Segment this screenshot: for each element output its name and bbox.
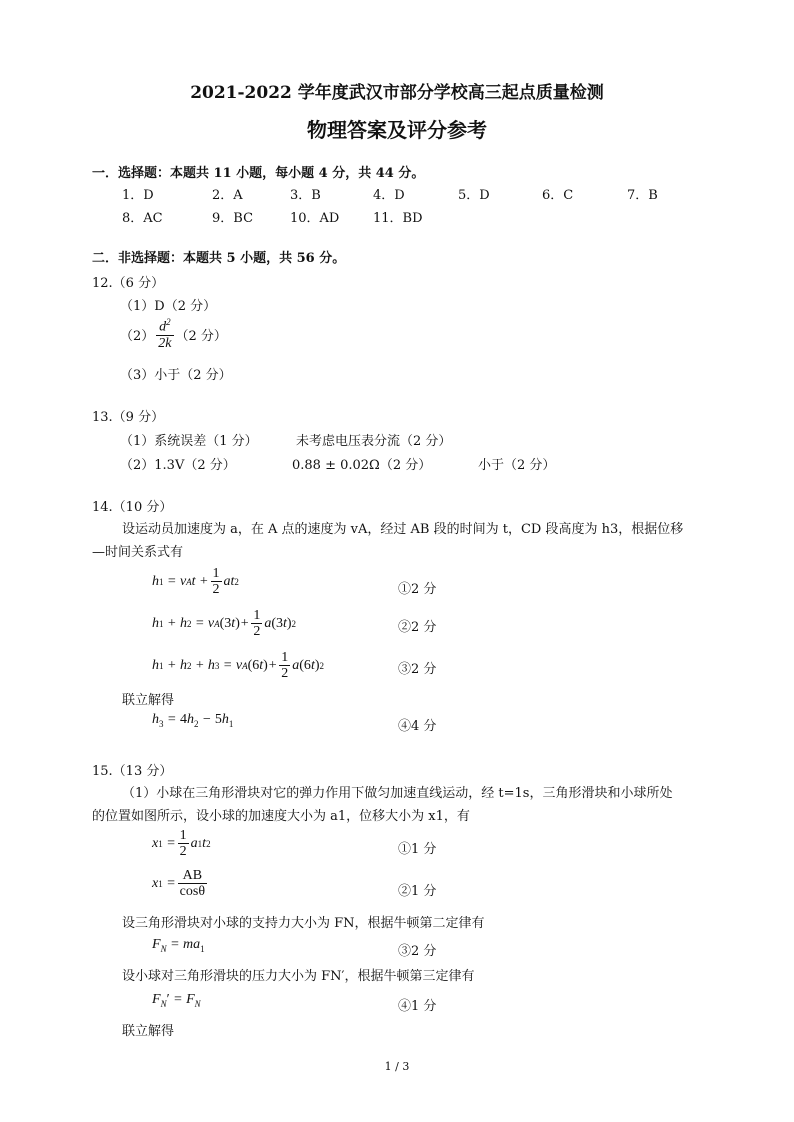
- q13-answer-1-right: 未考虑电压表分流（2 分）: [296, 434, 452, 449]
- q12-answer-2-score: （2 分）: [175, 329, 227, 345]
- q14-equation-3: h 1 + h 2 + h 3 = v A (6 t ) + $\frac{1}{2}$ a (6 t ) 2: [152, 650, 324, 682]
- q15-equation-3: $F_N = ma_1$: [152, 937, 205, 954]
- q12-fraction-den: 2k: [158, 336, 172, 352]
- q14-eq3-score: ③2 分: [398, 662, 437, 677]
- q15-eq2-num: AB: [178, 868, 207, 884]
- q14-equation-1: h 1 = v A t + $\frac{1}{2}$ at 2: [152, 566, 239, 598]
- q12-fraction-num: d: [159, 319, 167, 335]
- mcq-answer: 6．C: [542, 188, 574, 203]
- q15-eq3-score: ③2 分: [398, 944, 437, 959]
- q15-paragraph-3: 设小球对三角形滑块的压力大小为 FN′，根据牛顿第三定律有: [122, 969, 475, 984]
- q15-paragraph-2: 设三角形滑块对小球的支持力大小为 FN，根据牛顿第二定律有: [122, 916, 485, 931]
- section1-heading: 一．选择题：本题共 11 小题，每小题 4 分，共 44 分。: [92, 166, 425, 181]
- q15-solve-label: 联立解得: [122, 1024, 175, 1039]
- q13-title: 13.（9 分）: [92, 410, 165, 425]
- q12-answer-1: （1）D（2 分）: [120, 299, 217, 314]
- q13-answer-2-left: （2）1.3V（2 分）: [120, 458, 236, 473]
- q12-fraction: [156, 318, 173, 351]
- q14-intro-line2: —时间关系式有: [92, 545, 184, 560]
- q14-intro-line1: 设运动员加速度为 a，在 A 点的速度为 vA，经过 AB 段的时间为 t，CD 段高度为 h3，根据位移: [122, 522, 684, 537]
- q13-answer-1-left: （1）系统误差（1 分）: [120, 434, 258, 449]
- q15-eq1-score: ①1 分: [398, 842, 437, 857]
- q14-title: 14.（10 分）: [92, 500, 173, 515]
- mcq-answer: 1．D: [122, 188, 154, 203]
- q15-part1-line1: （1）小球在三角形滑块对它的弹力作用下做匀加速直线运动，经 t=1s，三角形滑块和小球所处: [122, 786, 673, 801]
- mcq-answer: 2．A: [212, 188, 243, 203]
- exam-title: 2021-2022 学年度武汉市部分学校高三起点质量检测: [190, 83, 604, 103]
- mcq-answer: 5．D: [458, 188, 490, 203]
- answer-subtitle: 物理答案及评分参考: [307, 118, 487, 142]
- q14-eq2-score: ②2 分: [398, 620, 437, 635]
- q14-equation-2: h 1 + h 2 = v A (3 t ) + $\frac{1}{2}$ a (3 t ) 2: [152, 608, 297, 640]
- q14-eq1-score: ①2 分: [398, 582, 437, 597]
- q14-solve-label: 联立解得: [122, 693, 175, 708]
- q15-part1-line2: 的位置如图所示，设小球的加速度大小为 a1，位移大小为 x1，有: [92, 809, 470, 824]
- mcq-answer: 10．AD: [290, 211, 340, 226]
- q15-equation-1: x 1 = $\frac{1}{2}$ a 1 t 2: [152, 828, 211, 860]
- q15-equation-4: $F_N' = F_N$: [152, 992, 201, 1009]
- mcq-answer: 8．AC: [122, 211, 163, 226]
- mcq-answer: 11．BD: [373, 211, 423, 226]
- mcq-answer: 7．B: [627, 188, 658, 203]
- q14-equation-4: $h_3 = 4h_2 - 5h_1$: [152, 712, 234, 729]
- q15-title: 15.（13 分）: [92, 764, 173, 779]
- q12-title: 12.（6 分）: [92, 276, 165, 291]
- q15-eq4-score: ④1 分: [398, 999, 437, 1014]
- q12-answer-2: [120, 318, 227, 351]
- page-number: 1 / 3: [384, 1060, 410, 1073]
- q12-answer-3: （3）小于（2 分）: [120, 368, 232, 383]
- mcq-answer: 4．D: [373, 188, 405, 203]
- q13-answer-2-mid: 0.88 ± 0.02Ω（2 分）: [292, 458, 432, 473]
- q13-answer-2-right: 小于（2 分）: [478, 458, 556, 473]
- q14-eq4-score: ④4 分: [398, 719, 437, 734]
- q12-fraction-sup: 2: [166, 317, 171, 327]
- mcq-answer: 3．B: [290, 188, 321, 203]
- q15-equation-2: x 1 = $\frac{AB}{\cos\theta}$: [152, 868, 206, 900]
- q15-eq2-score: ②1 分: [398, 884, 437, 899]
- q15-eq2-den: cosθ: [179, 884, 206, 900]
- q12-answer-2-prefix: （2）: [120, 329, 155, 345]
- mcq-answer: 9．BC: [212, 211, 254, 226]
- section2-heading: 二．非选择题：本题共 5 小题，共 56 分。: [92, 251, 346, 266]
